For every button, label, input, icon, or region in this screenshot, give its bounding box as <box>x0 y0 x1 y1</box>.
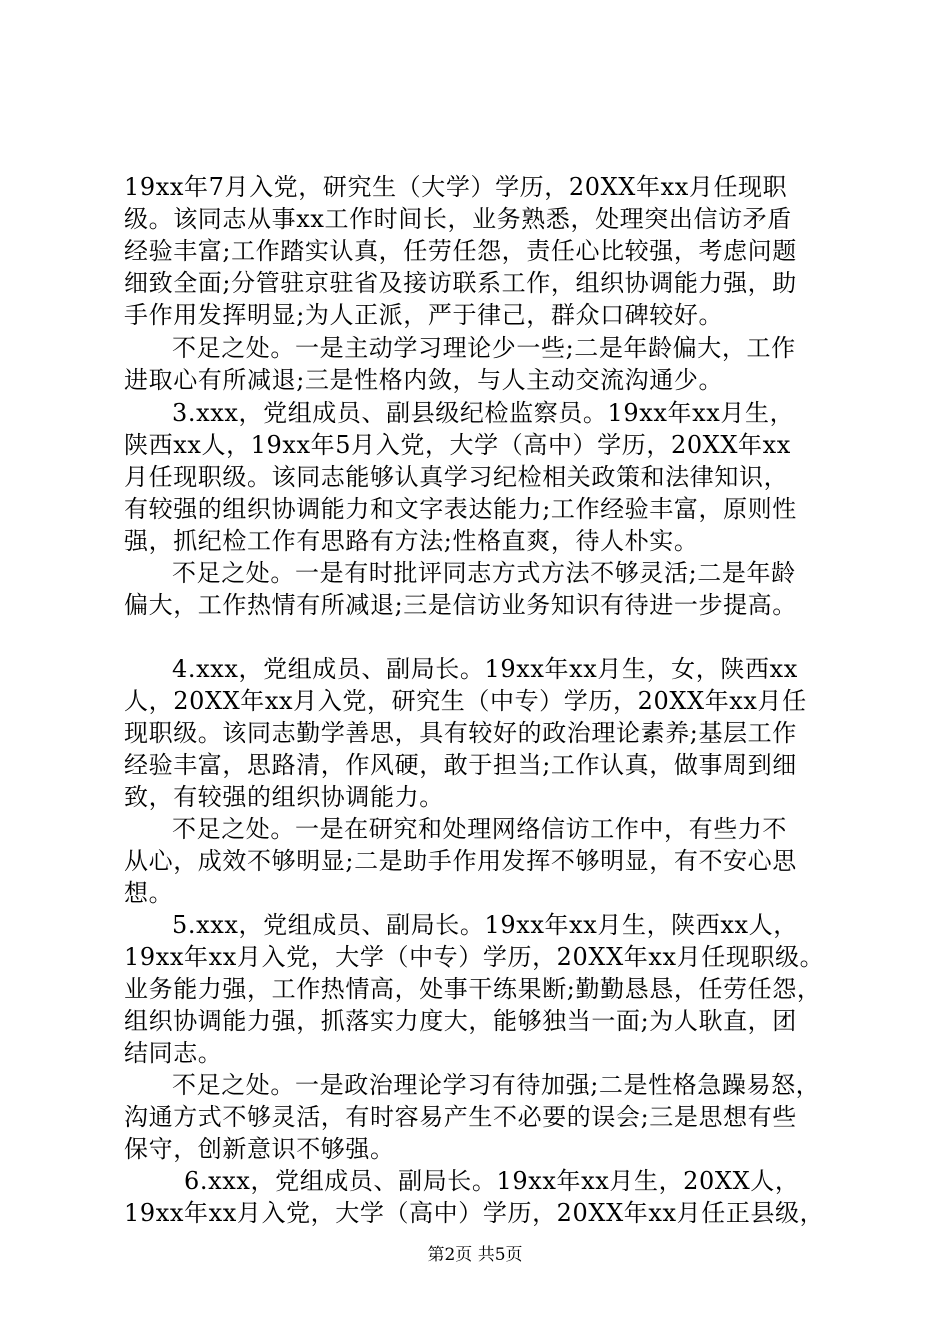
text-line: 从心，成效不够明显;二是助手作用发挥不够明显，有不安心思 <box>124 847 797 875</box>
text-line: 组织协调能力强，抓落实力度大，能够独当一面;为人耿直，团 <box>124 1007 797 1035</box>
text-line: 不足之处。一是有时批评同志方式方法不够灵活;二是年龄 <box>172 559 796 587</box>
text-line: 5.xxx，党组成员、副局长。19xx年xx月生，陕西xx人， <box>172 911 798 939</box>
text-line: 想。 <box>124 879 174 907</box>
text-line: 进取心有所减退;三是性格内敛，与人主动交流沟通少。 <box>124 366 724 394</box>
text-line: 级。该同志从事xx工作时间长，业务熟悉，处理突出信访矛盾 <box>124 205 792 233</box>
text-line: 4.xxx，党组成员、副局长。19xx年xx月生，女，陕西xx <box>172 655 798 683</box>
text-line: 保守，创新意识不够强。 <box>124 1135 395 1163</box>
text-line: 6.xxx，党组成员、副局长。19xx年xx月生，20XX人， <box>184 1167 800 1195</box>
text-line: 经验丰富，思路清，作风硬，敢于担当;工作认真，做事周到细 <box>124 751 797 779</box>
text-line: 沟通方式不够灵活，有时容易产生不必要的误会;三是思想有些 <box>124 1103 797 1131</box>
text-line: 3.xxx，党组成员、副县级纪检监察员。19xx年xx月生， <box>172 399 795 427</box>
text-line: 19xx年7月入党，研究生（大学）学历，20XX年xx月任现职 <box>124 173 788 201</box>
text-line: 手作用发挥明显;为人正派，严于律己，群众口碑较好。 <box>124 301 724 329</box>
text-line: 不足之处。一是在研究和处理网络信访工作中，有些力不 <box>172 815 787 843</box>
text-line: 致，有较强的组织协调能力。 <box>124 783 444 811</box>
text-line: 不足之处。一是主动学习理论少一些;二是年龄偏大，工作 <box>172 334 796 362</box>
text-line: 细致全面;分管驻京驻省及接访联系工作，组织协调能力强，助 <box>124 269 797 297</box>
text-line: 陕西xx人，19xx年5月入党，大学（高中）学历，20XX年xx <box>124 431 791 459</box>
text-line: 月任现职级。该同志能够认真学习纪检相关政策和法律知识， <box>124 463 789 491</box>
text-line: 人，20XX年xx月入党，研究生（中专）学历，20XX年xx月任 <box>124 687 807 715</box>
text-line: 偏大，工作热情有所减退;三是信访业务知识有待进一步提高。 <box>124 591 797 619</box>
text-line: 不足之处。一是政治理论学习有待加强;二是性格急躁易怒， <box>172 1071 821 1099</box>
text-line: 19xx年xx月入党，大学（中专）学历，20XX年xx月任现职级。 <box>124 943 825 971</box>
page-footer: 第2页 共5页 <box>427 1245 523 1265</box>
text-line: 结同志。 <box>124 1039 223 1067</box>
text-line: 有较强的组织协调能力和文字表达能力;工作经验丰富，原则性 <box>124 495 797 523</box>
text-line: 现职级。该同志勤学善思，具有较好的政治理论素养;基层工作 <box>124 719 797 747</box>
text-line: 经验丰富;工作踏实认真，任劳任怨，责任心比较强，考虑问题 <box>124 237 797 265</box>
text-line: 业务能力强，工作热情高，处事干练果断;勤勤恳恳，任劳任怨， <box>124 975 822 1003</box>
text-line: 19xx年xx月入党，大学（高中）学历，20XX年xx月任正县级， <box>124 1199 825 1227</box>
text-line: 强，抓纪检工作有思路有方法;性格直爽，待人朴实。 <box>124 527 699 555</box>
